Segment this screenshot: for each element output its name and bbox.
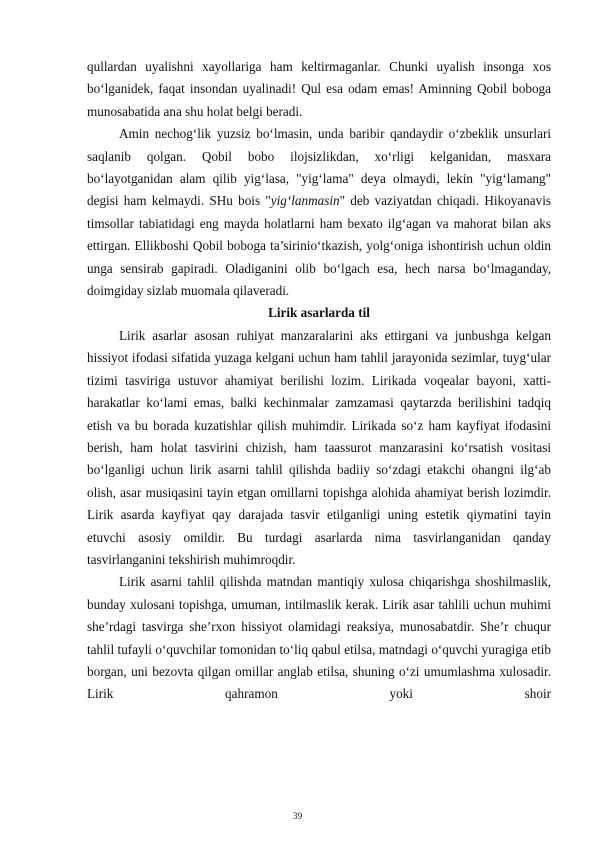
paragraph-2-italic-word: yig‘lanmasin bbox=[270, 193, 340, 209]
paragraph-1: qullardan uyalishni xayollariga ham keltirmaganlar. Chunki uyalish insonga xos bo‘lganidek, faqat insondan uyalinadi! Qul esa odam emas! Aminning Qobil boboga munosabatida ana shu holat belgi beradi. bbox=[87, 59, 551, 119]
paragraph-2 bbox=[87, 123, 551, 302]
document-page bbox=[87, 56, 551, 706]
page-number: 39 bbox=[292, 812, 303, 822]
section-heading: Lirik asarlarda til bbox=[268, 305, 370, 321]
paragraph-3: Lirik asarlar asosan ruhiyat manzaralarini aks ettirgani va junbushga kelgan hissiyot ifodasi sifatida yuzaga kelgani uchun ham tahlil jarayonida sezimlar, tuyg‘ular tizimi tasviriga ustuvor ahamiyat berilishi lozim. Lirikada voqealar bayoni, xatti-harakatlar ko‘lami emas, balki kechinmalar zamzamasi qaytarzda berilishini tadqiq etish va bu borada kuzatishlar qilish muhimdir. Lirikada so‘z ham kayfiyat ifodasini berish, ham holat tasvirini chizish, ham taassurot manzarasini ko‘rsatish vositasi bo‘lganligi uchun lirik asarni tahlil qilishda badiiy so‘zdagi etakchi ohangni ilg‘ab olish, asar musiqasini tayin etgan omillarni topishga alohida ahamiyat berish lozimdir. Lirik asarda kayfiyat qay darajada tasvir etilganligi uning estetik qiymatini tayin etuvchi asosiy omildir. Bu turdagi asarlarda nima tasvirlanganidan qanday tasvirlanganini tekshirish muhimroqdir. bbox=[87, 327, 551, 567]
paragraph-4: Lirik asarni tahlil qilishda matndan mantiqiy xulosa chiqarishga shoshilmaslik, bunday xulosani topishga, umuman, intilmaslik kerak. Lirik asar tahlili uchun muhimi she’rdagi tasvirga she’rxon hissiyot olamidagi reaksiya, munosabatdir. She’r chuqur tahlil tufayli o‘quvchilar tomonidan to‘liq qabul etilsa, matndagi o‘quvchi yuragiga etib borgan, uni bezovta qilgan omillar anglab etilsa, shuning o‘zi umumlashma xulosadir. Lirik qahramon yoki shoir bbox=[87, 574, 551, 702]
paragraph-2-text-start: Amin nechog‘lik yuzsiz bo‘lmasin, unda baribir qandaydir o‘zbeklik unsurlari saqlanib qolgan. Qobil bobo ilojsizlikdan, xo‘rligi kelganidan, masxara bo‘layotganidan alam qilib yig‘lasa, "yig‘lama" deya olmaydi, lekin "yig‘lamang" degisi ham kelmaydi. SHu bois " bbox=[87, 126, 551, 209]
paragraph-2-text-end: " deb vaziyatdan chiqadi. Hikoyanavis timsollar tabiatidagi eng mayda holatlarni ham bexato ilg‘agan va mahorat bilan aks ettirgan. Ellikboshi Qobil boboga ta’sirinio‘tkazish, yolg‘oniga ishontirish uchun oldin unga sensirab gapiradi. Oladiganini olib bo‘lgach esa, hech narsa bo‘lmaganday, doimgiday sizlab muomala qilaveradi. bbox=[87, 193, 551, 299]
